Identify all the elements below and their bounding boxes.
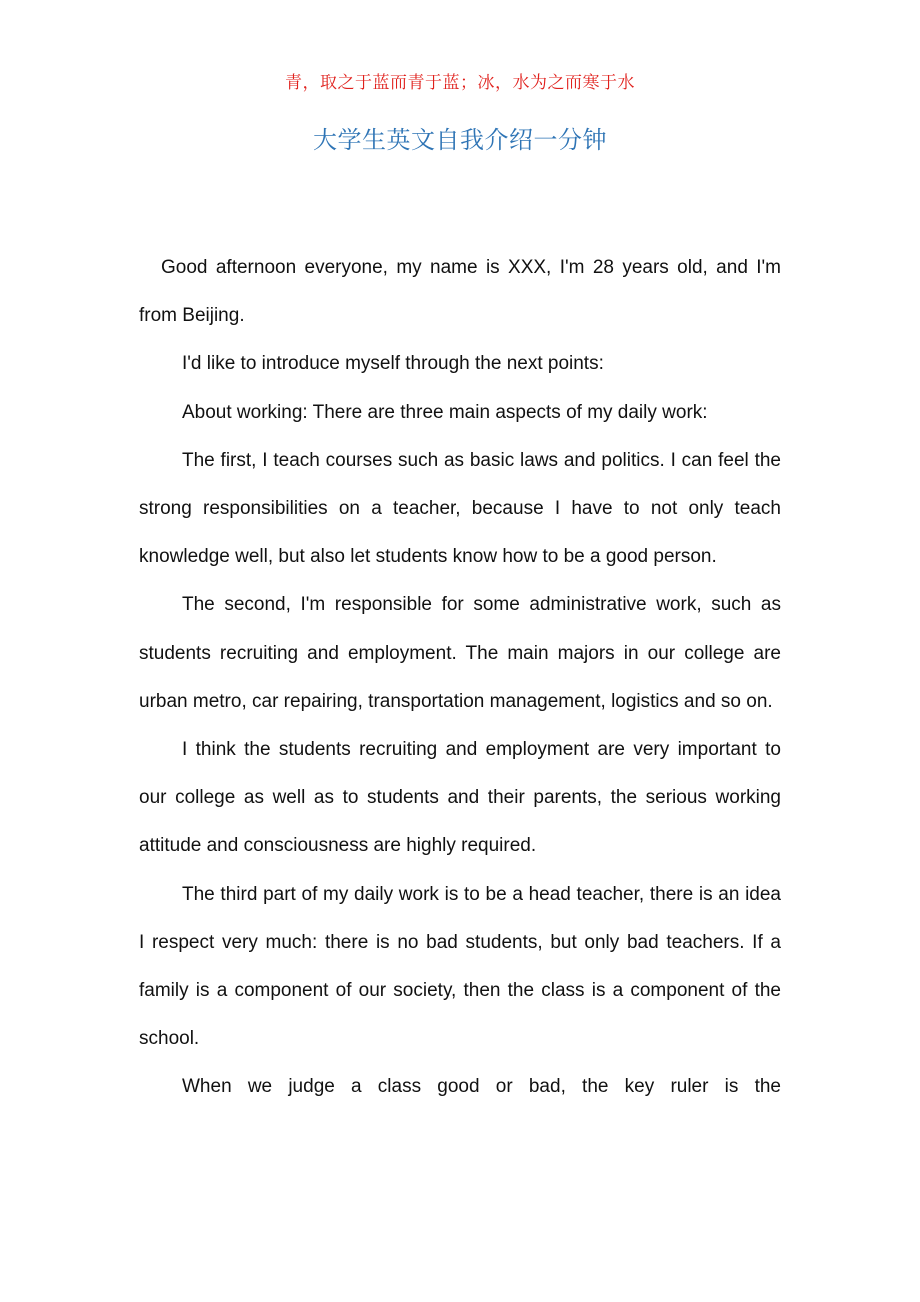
paragraph: About working: There are three main aspects of my daily work: [182,401,708,423]
page-title: 大学生英文自我介绍一分钟 [313,126,607,154]
paragraph: The first, I teach courses such as basic laws and politics. I can feel the strong responsibilities on a teacher, because I have to not only teach knowledge well, but also let students know how to be a good person. [139,449,781,568]
paragraph: The second, I'm responsible for some administrative work, such as students recruiting and employment. The main majors in our college are urban metro, car repairing, transportation management, logistics and so on. [139,594,781,712]
header-motto: 青，取之于蓝而青于蓝；冰，水为之而寒于水 [285,73,635,93]
paragraph: The third part of my daily work is to be a head teacher, there is an idea I respect very much: there is no bad students, but only bad teachers. If a family is a component of our society, then the class is a component of the school. [139,883,781,1050]
paragraph: I'd like to introduce myself through the next points: [182,353,604,375]
paragraph: Good afternoon everyone, my name is XXX, I'm 28 years old, and I'm from Beijing. [139,257,781,327]
document-body [139,244,781,1112]
paragraph: I think the students recruiting and employment are very important to our college as well as to students and their parents, the serious working attitude and consciousness are highly required. [139,739,781,857]
paragraph: When we judge a class good or bad, the key ruler is the [182,1076,781,1098]
